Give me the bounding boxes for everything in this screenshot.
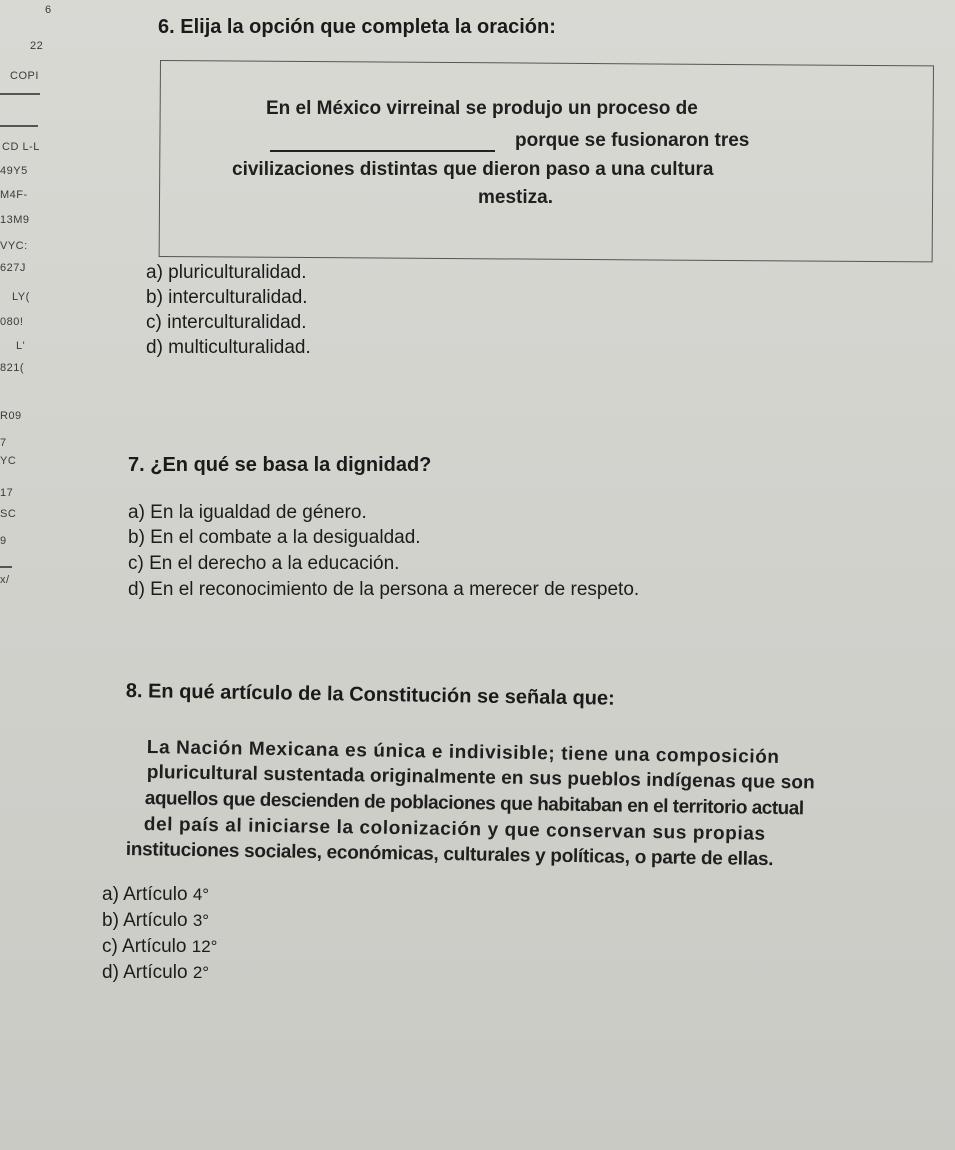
option-b[interactable]: b) interculturalidad. [146,287,308,308]
statement-text: porque se fusionaron tres [515,130,750,151]
margin-rule [0,566,12,568]
paragraph-line: instituciones sociales, económicas, culturales y políticas, o parte de ellas. [125,839,774,871]
question-8-title: 8. En qué artículo de la Constitución se señala que: [125,680,615,710]
option-d[interactable] [102,962,209,984]
option-label: d) Artículo [102,962,188,983]
margin-note: LY( [12,291,30,303]
article-number: 3° [192,911,210,930]
margin-note: R09 [0,410,22,422]
article-number: 4° [192,885,210,904]
margin-note: YC [0,455,17,467]
statement-line: En el México virreinal se produjo un proceso de [266,98,698,119]
question-6-title: 6. Elija la opción que completa la oración: [158,16,556,38]
option-d[interactable]: d) multiculturalidad. [146,337,311,358]
margin-note: 22 [30,40,44,52]
margin-note: 13M9 [0,214,30,226]
margin-note: 7 [0,437,7,449]
margin-note: x/ [0,574,10,586]
option-c[interactable]: c) interculturalidad. [146,312,307,333]
option-c[interactable]: c) En el derecho a la educación. [128,553,400,574]
option-label: c) Artículo [102,936,187,957]
option-a[interactable] [102,884,209,906]
margin-note: 080! [0,316,24,328]
article-number: 2° [192,963,210,982]
option-b[interactable]: b) En el combate a la desigualdad. [128,527,421,548]
margin-note: 821( [0,362,25,374]
margin-note: SC [0,508,17,520]
option-a[interactable]: a) pluriculturalidad. [146,262,307,283]
article-number: 12° [191,937,218,956]
margin-note: L' [16,340,26,352]
margin-note: 6 [45,4,52,16]
margin-note: M4F- [0,189,28,201]
paragraph-line: pluricultural sustentada originalmente en sus pueblos indígenas que son [146,762,815,794]
question-7-title: 7. ¿En qué se basa la dignidad? [128,454,432,476]
option-c[interactable] [102,936,217,958]
statement-line: mestiza. [478,187,553,208]
margin-note: COPI [10,70,39,82]
margin-note: CD L-L [2,141,40,153]
option-b[interactable] [102,910,209,932]
margin-note: VYC: [0,240,28,252]
margin-note: 627J [0,262,26,274]
option-d[interactable]: d) En el reconocimiento de la persona a merecer de respeto. [128,579,640,600]
paragraph-line: del país al iniciarse la colonización y que conservan sus propias [143,814,766,845]
margin-note: 9 [0,535,7,547]
margin-note: 49Y5 [0,165,28,177]
option-label: a) Artículo [102,884,188,905]
margin-rule [0,93,40,95]
margin-rule [0,125,38,127]
paragraph-line: aquellos que descienden de poblaciones que habitaban en el territorio actual [144,788,804,820]
statement-line-with-blank [270,130,749,152]
statement-line: civilizaciones distintas que dieron paso a una cultura [232,159,714,180]
paragraph-line: La Nación Mexicana es única e indivisible; tiene una composición [146,737,780,768]
answer-blank[interactable] [270,134,495,152]
margin-note: 17 [0,487,14,499]
option-a[interactable]: a) En la igualdad de género. [128,502,367,523]
option-label: b) Artículo [102,910,188,931]
